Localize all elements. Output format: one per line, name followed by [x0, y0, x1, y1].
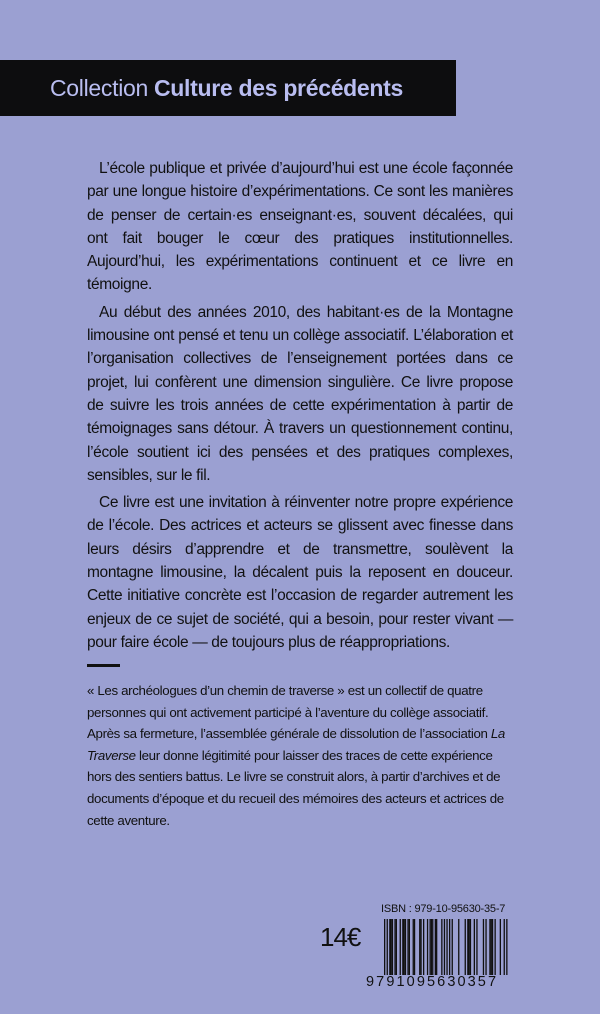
barcode-bar [495, 919, 496, 975]
section-divider [87, 664, 120, 667]
barcode-bar [449, 919, 450, 975]
barcode-bar [476, 919, 477, 975]
barcode-bar [469, 919, 470, 975]
back-cover-summary [87, 157, 513, 658]
barcode-bar [387, 919, 388, 975]
bio-text-2: leur donne légitimité pour laisser des traces de cette expérience hors des sentiers battus. Le livre se construit alors, à partir d’archives et de documents d’époque et du recueil des mémoires des acteurs et actrices de cette aventure. [87, 747, 504, 828]
barcode-bar [444, 919, 445, 975]
barcode-bar [413, 919, 414, 975]
collection-title: Culture des précédents [154, 74, 404, 101]
barcode-bar [407, 919, 408, 975]
authors-bio [87, 680, 513, 831]
barcode-bar [427, 919, 428, 975]
barcode [366, 919, 515, 995]
barcode-bar [394, 919, 395, 975]
barcode-bar [419, 919, 420, 975]
barcode-bar [400, 919, 401, 975]
barcode-bar [474, 919, 475, 975]
barcode-bar [396, 919, 397, 975]
barcode-bar [504, 919, 505, 975]
barcode-bar [500, 919, 501, 975]
barcode-bar [465, 919, 466, 975]
barcode-bar [435, 919, 436, 975]
barcode-bar [483, 919, 484, 975]
summary-paragraph-3: Ce livre est une invitation à réinventer notre propre expérience de l’école. Des actrices et acteurs se glissent avec finesse dans leurs désirs d’apprendre et de transmettre, soulèvent la montagne limousine, la décalent puis la reposent en douceur. Cette initiative concrète est l’occasion de regarder autrement les enjeux de ce sujet de société, qui a besoin, pour rester vivant — pour faire école — de toujours plus de réappropriations. [87, 494, 513, 651]
barcode-bar [389, 919, 390, 975]
barcode-bar [392, 919, 393, 975]
barcode-bar [446, 919, 447, 975]
barcode-bar [470, 919, 471, 975]
barcode-bar [405, 919, 406, 975]
barcode-digits: 9791095630357 [366, 974, 499, 990]
barcode-bar [491, 919, 492, 975]
barcode-bar [452, 919, 453, 975]
barcode-bar [409, 919, 410, 975]
barcode-bar [414, 919, 415, 975]
barcode-bar [492, 919, 493, 975]
isbn-label: ISBN : 979-10-95630-35-7 [381, 903, 506, 915]
collection-banner [0, 60, 456, 116]
barcode-bar [420, 919, 421, 975]
barcode-bar [432, 919, 433, 975]
barcode-bar [391, 919, 392, 975]
barcode-bar [430, 919, 431, 975]
barcode-bars [366, 919, 515, 975]
barcode-bar [404, 919, 405, 975]
barcode-bar [431, 919, 432, 975]
barcode-bar [436, 919, 437, 975]
barcode-bar [485, 919, 486, 975]
collection-prefix: Collection [50, 74, 148, 101]
barcode-bar [441, 919, 442, 975]
summary-paragraph-2: Au début des années 2010, des habitant·es de la Montagne limousine ont pensé et tenu un collège associatif. L’élaboration et l’organisation collectives de l’enseignement portées dans ce projet, lui confèrent une dimension singulière. Ce livre propose de suivre les trois années de cette expérimentation à partir de témoignages sans détour. À travers un questionnement continu, l’école soutient ici des pensées et des pratiques complexes, sensibles, sur le fil. [87, 303, 513, 484]
barcode-bar [467, 919, 468, 975]
price: 14€ [320, 922, 361, 952]
barcode-bar [423, 919, 424, 975]
barcode-bar [402, 919, 403, 975]
barcode-bar [489, 919, 490, 975]
bio-italic-name: La Traverse [87, 726, 505, 763]
barcode-bar [458, 919, 459, 975]
barcode-bar [384, 919, 385, 975]
summary-paragraph-1: L’école publique et privée d’aujourd’hui est une école façonnée par une longue histoire d’expérimentations. Ce sont les manières de penser de certain·es enseignant·es, souvent décalées, qui ont fait bouger le cœur des pratiques institutionnelles. Aujourd’hui, les expérimentations continuent et ce livre en témoigne. [87, 160, 513, 294]
bio-text-1: « Les archéologues d’un chemin de traverse » est un collectif de quatre personnes qui ont activement participé à l’aventure du collège associatif. Après sa fermeture, l’assemblée générale de dissolution de l’association [87, 683, 491, 742]
barcode-bar [506, 919, 507, 975]
